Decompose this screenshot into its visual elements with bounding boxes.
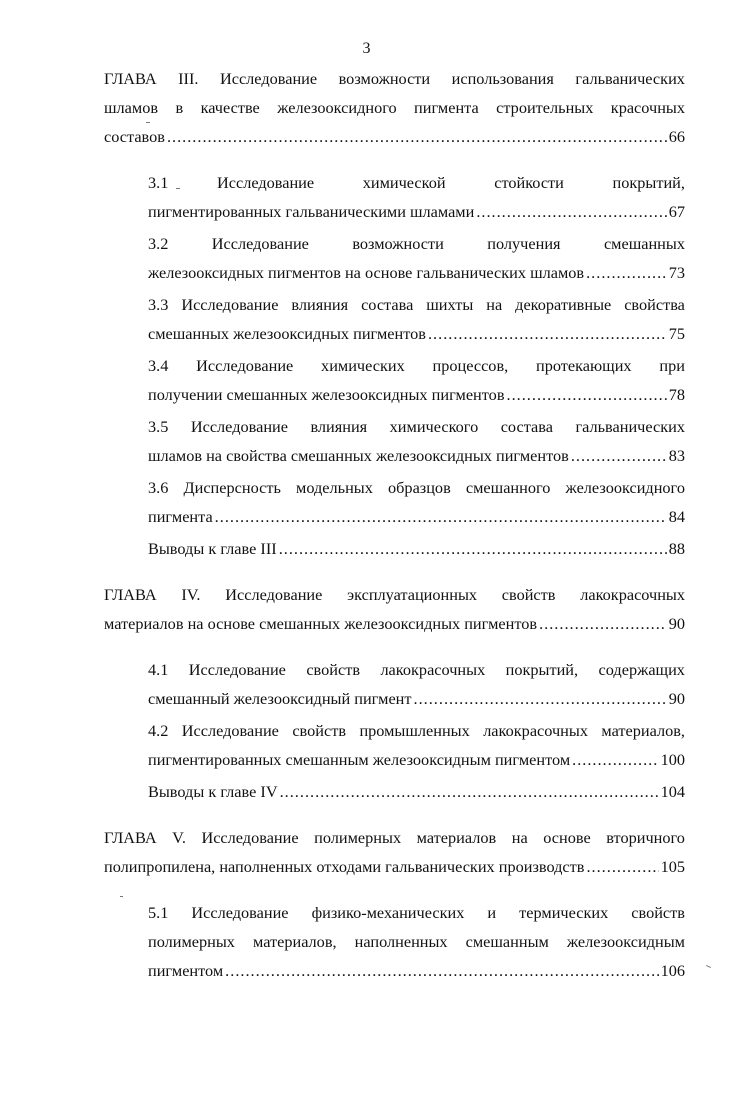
word: лакокрасочных: [580, 585, 685, 604]
word: свойства: [624, 295, 685, 314]
table-of-contents: [104, 64, 685, 988]
toc-section: [148, 351, 685, 409]
word: на: [486, 295, 503, 314]
dot-leader: [586, 258, 667, 287]
toc-page-number: 84: [668, 507, 685, 526]
toc-line: [148, 351, 685, 380]
word: возможности: [352, 234, 444, 253]
toc-section: [148, 777, 685, 806]
word: смешанным: [465, 932, 549, 951]
scan-speck: [146, 122, 150, 123]
word: состава: [361, 295, 414, 314]
word: Исследование: [196, 356, 294, 375]
word: влияния: [291, 295, 349, 314]
word: декоративные: [515, 295, 612, 314]
word: свойств: [306, 660, 361, 679]
toc-leader-line: [148, 684, 685, 713]
dot-leader: [279, 534, 667, 563]
toc-page-number: 73: [668, 263, 685, 282]
dot-leader: [428, 319, 667, 348]
word: строительных: [496, 98, 594, 117]
toc-leader-line: [148, 319, 685, 348]
word: физико-механических: [311, 903, 465, 922]
toc-entry-text: материалов на основе смешанных железооксидных пигментов: [104, 614, 538, 633]
toc-page-number: 106: [660, 961, 685, 980]
dot-leader: [572, 745, 658, 774]
word: Исследование: [181, 721, 279, 740]
word: содержащих: [598, 660, 685, 679]
word: лакокрасочных: [380, 660, 486, 679]
dot-leader: [507, 380, 667, 409]
word: ГЛАВА: [104, 828, 157, 847]
word: красочных: [610, 98, 685, 117]
toc-section: [148, 412, 685, 470]
word: шламов: [104, 98, 159, 117]
word: полимерных: [148, 932, 235, 951]
word: гальванических: [575, 69, 685, 88]
word: свойств: [292, 721, 347, 740]
dot-leader: [571, 441, 667, 470]
toc-chapter: [104, 823, 685, 881]
toc-page-number: 67: [668, 202, 685, 221]
toc-line: [148, 655, 685, 684]
scan-speck: [706, 965, 711, 968]
word: 3.3: [148, 295, 169, 314]
word: 3.6: [148, 478, 169, 497]
toc-page-number: 90: [668, 614, 685, 633]
word: вторичного: [606, 828, 685, 847]
word: Исследование: [219, 69, 318, 88]
toc-leader-line: [148, 258, 685, 287]
word: шихты: [426, 295, 474, 314]
word: 3.1: [148, 173, 169, 192]
word: 3.2: [148, 234, 169, 253]
word: стойкости: [494, 173, 564, 192]
word: V.: [172, 828, 186, 847]
toc-entry-text: полипропилена, наполненных отходами гальванических производств: [104, 857, 585, 876]
toc-line: [148, 716, 685, 745]
word: IV.: [181, 585, 201, 604]
toc-section: [148, 229, 685, 287]
word: использования: [451, 69, 554, 88]
word: влияния: [310, 417, 368, 436]
word: образцов: [388, 478, 451, 497]
word: материалов,: [601, 721, 685, 740]
toc-page-number: 83: [668, 446, 685, 465]
word: полимерных: [314, 828, 402, 847]
word: гальванических: [575, 417, 685, 436]
dot-leader: [225, 956, 658, 985]
toc-line: [148, 898, 685, 927]
toc-leader-line: [104, 609, 685, 638]
toc-entry-text: пигментом: [148, 961, 224, 980]
word: протекающих: [536, 356, 632, 375]
word: железооксидного: [277, 98, 397, 117]
word: Исследование: [190, 417, 288, 436]
toc-page-number: 90: [668, 689, 685, 708]
word: Исследование: [211, 234, 309, 253]
toc-line: [104, 823, 685, 852]
word: смешанных: [603, 234, 685, 253]
toc-leader-line: [148, 380, 685, 409]
word: Исследование: [225, 585, 323, 604]
toc-leader-line: [148, 956, 685, 985]
dot-leader: [167, 122, 667, 151]
toc-chapter: [104, 580, 685, 638]
toc-section: [148, 716, 685, 774]
toc-line: [104, 580, 685, 609]
toc-page-number: 66: [668, 127, 685, 146]
toc-section: [148, 168, 685, 226]
word: Исследование: [181, 295, 279, 314]
toc-entry-text: шламов на свойства смешанных железооксидных пигментов: [148, 446, 569, 465]
word: наполненных: [354, 932, 448, 951]
toc-entry-text: Выводы к главе III: [148, 539, 277, 558]
word: химических: [321, 356, 405, 375]
toc-leader-line: [104, 122, 685, 151]
scan-speck: [176, 188, 180, 189]
word: материалов,: [253, 932, 337, 951]
toc-line: [104, 64, 685, 93]
word: получения: [487, 234, 561, 253]
word: железооксидного: [565, 478, 685, 497]
toc-line: [148, 473, 685, 502]
word: Исследование: [191, 903, 289, 922]
toc-entry-text: пигмента: [148, 507, 213, 526]
toc-line: [148, 290, 685, 319]
toc-leader-line: [148, 441, 685, 470]
word: качестве: [200, 98, 260, 117]
toc-line: [148, 168, 685, 197]
toc-leader-line: [104, 852, 685, 881]
word: железооксидным: [566, 932, 685, 951]
word: в: [175, 98, 184, 117]
toc-leader-line: [148, 502, 685, 531]
word: термических: [519, 903, 609, 922]
word: состава: [500, 417, 553, 436]
toc-section: [148, 534, 685, 563]
word: 5.1: [148, 903, 169, 922]
word: 3.5: [148, 417, 169, 436]
toc-page-number: 78: [668, 385, 685, 404]
toc-line: [104, 93, 685, 122]
toc-entry-text: смешанный железооксидный пигмент: [148, 689, 412, 708]
toc-entry-text: Выводы к главе IV: [148, 782, 278, 801]
word: возможности: [338, 69, 431, 88]
word: пигмента: [414, 98, 479, 117]
word: смешанного: [465, 478, 551, 497]
word: промышленных: [359, 721, 470, 740]
toc-section: [148, 290, 685, 348]
toc-section: [148, 655, 685, 713]
word: покрытий,: [505, 660, 579, 679]
toc-entry-text: смешанных железооксидных пигментов: [148, 324, 426, 343]
word: 4.2: [148, 721, 169, 740]
word: на: [511, 828, 528, 847]
dot-leader: [215, 502, 667, 531]
toc-leader-line: [148, 197, 685, 226]
word: материалов: [416, 828, 497, 847]
dot-leader: [280, 777, 659, 806]
toc-line: [148, 412, 685, 441]
toc-page-number: 104: [660, 782, 685, 801]
word: при: [659, 356, 685, 375]
scan-speck: [120, 896, 123, 897]
toc-section: [148, 473, 685, 531]
toc-page-number: 105: [660, 857, 685, 876]
toc-entry-text: пигментированных гальваническими шламами: [148, 202, 475, 221]
word: Исследование: [216, 173, 315, 192]
toc-page-number: 100: [660, 750, 685, 769]
page-number: 3: [362, 40, 371, 57]
toc-leader-line: [148, 534, 685, 563]
word: свойств: [501, 585, 556, 604]
word: 4.1: [148, 660, 169, 679]
word: покрытий,: [612, 173, 685, 192]
dot-leader: [414, 684, 667, 713]
toc-entry-text: получении смешанных железооксидных пигментов: [148, 385, 505, 404]
word: Исследование: [201, 828, 299, 847]
toc-leader-line: [148, 745, 685, 774]
toc-section: [148, 898, 685, 985]
word: основе: [543, 828, 591, 847]
toc-entry-text: железооксидных пигментов на основе гальванических шламов: [148, 263, 585, 282]
word: Дисперсность: [183, 478, 281, 497]
toc-entry-text: пигментированных смешанным железооксидным пигментом: [148, 750, 571, 769]
dot-leader: [586, 852, 658, 881]
word: ГЛАВА: [104, 585, 157, 604]
word: свойств: [631, 903, 685, 922]
dot-leader: [539, 609, 667, 638]
word: ГЛАВА: [104, 69, 157, 88]
word: химического: [389, 417, 479, 436]
word: эксплуатационных: [347, 585, 478, 604]
word: модельных: [296, 478, 373, 497]
toc-line: [148, 229, 685, 258]
word: Исследование: [188, 660, 286, 679]
toc-leader-line: [148, 777, 685, 806]
word: процессов,: [432, 356, 509, 375]
word: и: [487, 903, 497, 922]
dot-leader: [476, 197, 666, 226]
toc-entry-text: составов: [104, 127, 165, 146]
toc-line: [148, 927, 685, 956]
toc-chapter: [104, 64, 685, 151]
word: лакокрасочных: [483, 721, 588, 740]
toc-page-number: 88: [668, 539, 685, 558]
toc-page-number: 75: [668, 324, 685, 343]
word: 3.4: [148, 356, 169, 375]
word: III.: [178, 69, 199, 88]
word: химической: [362, 173, 446, 192]
